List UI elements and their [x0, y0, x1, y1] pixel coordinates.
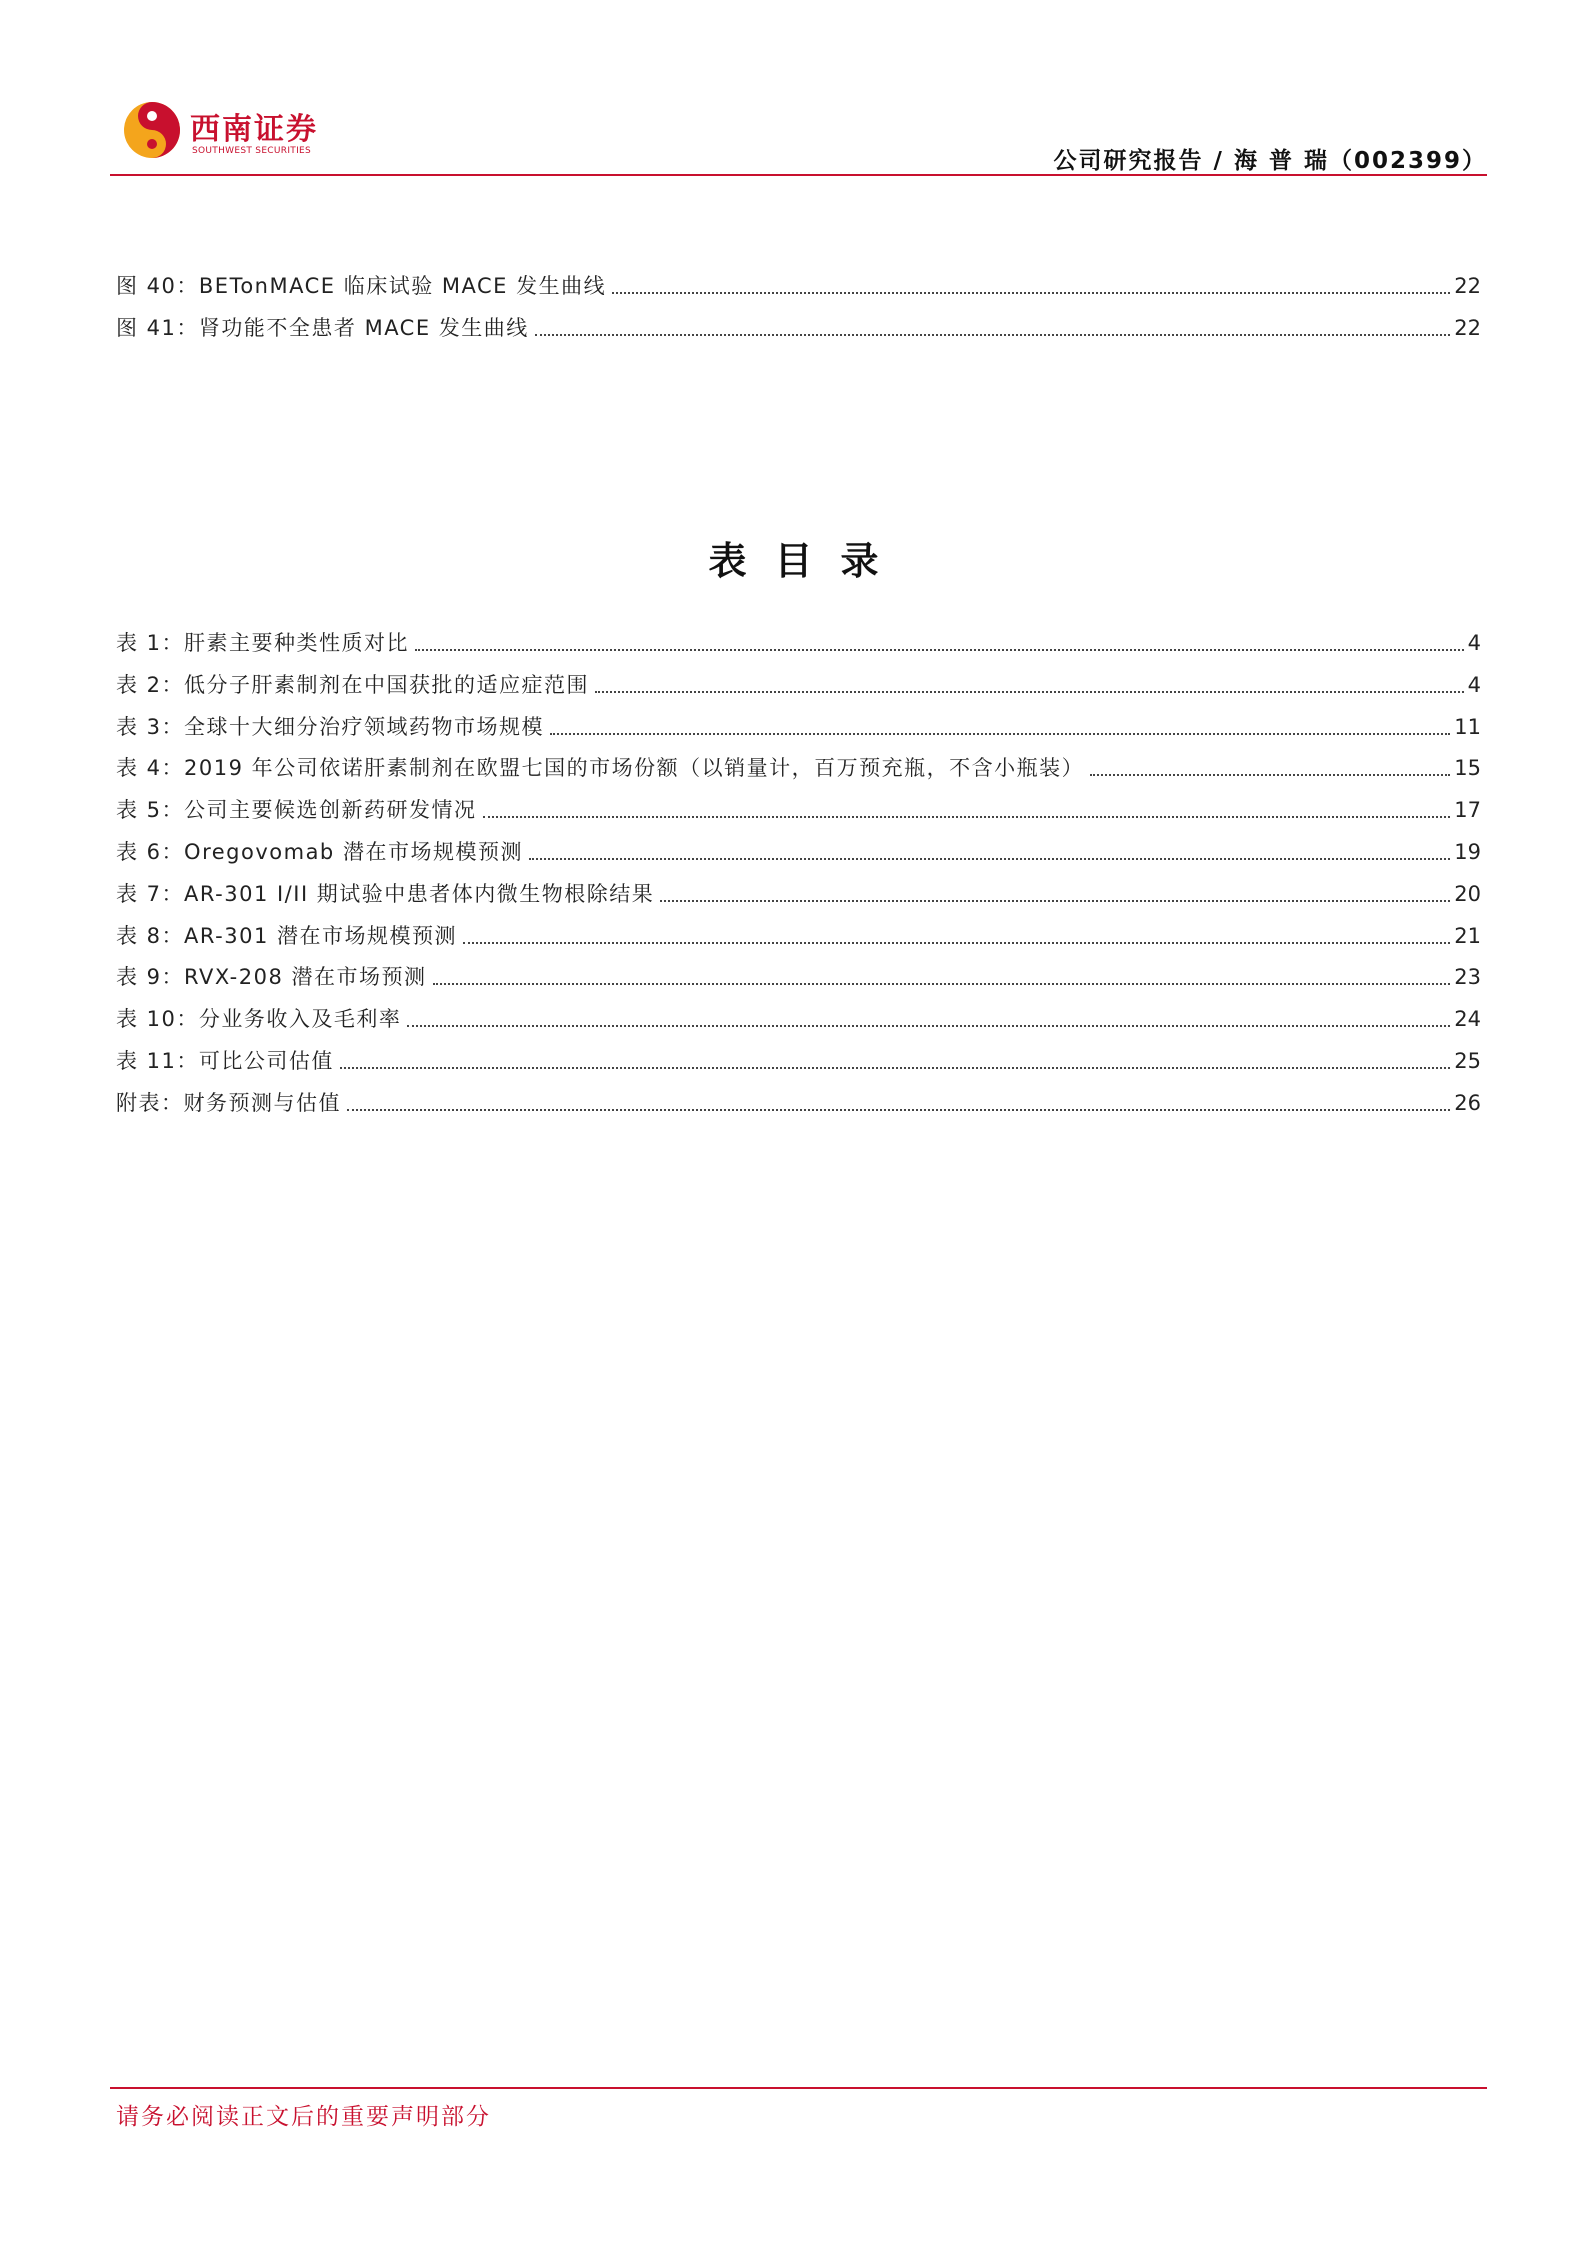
dot-leader [595, 691, 1464, 693]
toc-entry-label: 图 40：BETonMACE 临床试验 MACE 发生曲线 [116, 274, 607, 298]
dot-leader [347, 1109, 1450, 1111]
report-tag: 公司研究报告 / 海 普 瑞（002399） [1053, 148, 1487, 174]
dot-leader [433, 983, 1451, 985]
toc-entry-label: 表 4：2019 年公司依诺肝素制剂在欧盟七国的市场份额（以销量计，百万预充瓶，不含小瓶装） [116, 756, 1085, 781]
toc-entry[interactable] [116, 1045, 1481, 1077]
toc-entry[interactable] [116, 1003, 1481, 1035]
toc-entry[interactable] [116, 312, 1481, 344]
toc-entry[interactable] [116, 669, 1481, 701]
toc-entry-page: 20 [1454, 881, 1481, 906]
toc-entry-label: 表 6：Oregovomab 潜在市场规模预测 [116, 840, 523, 864]
toc-entry[interactable] [116, 920, 1481, 952]
toc-entry-label: 表 2：低分子肝素制剂在中国获批的适应症范围 [116, 672, 590, 697]
footer-disclaimer: 请务必阅读正文后的重要声明部分 [116, 2104, 491, 2130]
toc-entry-label: 表 1：肝素主要种类性质对比 [116, 631, 410, 655]
toc-entry-label: 表 3：全球十大细分治疗领域药物市场规模 [116, 714, 545, 739]
toc-entry-label: 表 7：AR-301 I/II 期试验中患者体内微生物根除结果 [116, 881, 655, 906]
toc-entry[interactable] [116, 878, 1481, 910]
dot-leader [535, 334, 1450, 336]
toc-entry[interactable] [116, 270, 1481, 302]
header-divider [110, 174, 1487, 176]
toc-entry-page: 22 [1454, 274, 1481, 298]
dot-leader [529, 858, 1450, 860]
dot-leader [340, 1067, 1450, 1069]
dot-leader [407, 1025, 1450, 1027]
toc-entry[interactable] [116, 752, 1481, 784]
toc-entry[interactable] [116, 627, 1481, 659]
toc-entry[interactable] [116, 836, 1481, 868]
toc-entry-label: 表 11：可比公司估值 [116, 1049, 334, 1073]
toc-entry-label: 表 9：RVX-208 潜在市场预测 [116, 965, 427, 990]
toc-entry-page: 4 [1467, 631, 1481, 655]
toc-entry[interactable] [116, 711, 1481, 743]
toc-entry-page: 25 [1454, 1049, 1481, 1073]
toc-entry-page: 17 [1454, 798, 1481, 823]
tables-toc-title: 表目录 [708, 538, 907, 583]
toc-entry-page: 19 [1454, 840, 1481, 864]
toc-entry-page: 26 [1454, 1090, 1481, 1115]
toc-entry-label: 附表：财务预测与估值 [116, 1090, 341, 1115]
toc-entry-label: 表 8：AR-301 潜在市场规模预测 [116, 923, 457, 948]
toc-entry-page: 21 [1454, 923, 1481, 948]
dot-leader [550, 733, 1450, 735]
toc-entry-label: 表 5：公司主要候选创新药研发情况 [116, 798, 477, 823]
toc-entry-label: 表 10：分业务收入及毛利率 [116, 1007, 402, 1032]
toc-entry-page: 15 [1454, 756, 1481, 781]
toc-entry[interactable] [116, 1087, 1481, 1119]
toc-entry-page: 4 [1467, 672, 1481, 697]
dot-leader [463, 942, 1450, 944]
toc-entry-page: 11 [1454, 714, 1481, 739]
toc-entry-label: 图 41：肾功能不全患者 MACE 发生曲线 [116, 316, 529, 340]
dot-leader [483, 816, 1451, 818]
logo-chinese-text: 西南证券 [190, 112, 318, 147]
dot-leader [660, 900, 1450, 902]
dot-leader [1090, 774, 1450, 776]
toc-entry-page: 22 [1454, 316, 1481, 340]
toc-entry-page: 24 [1454, 1007, 1481, 1032]
toc-entry-page: 23 [1454, 965, 1481, 990]
logo-english-text: SOUTHWEST SECURITIES [192, 146, 312, 156]
dot-leader [612, 292, 1450, 294]
dot-leader [415, 649, 1464, 651]
page-header [110, 96, 1487, 176]
logo-mark-icon [122, 100, 182, 160]
toc-entry[interactable] [116, 794, 1481, 826]
toc-entry[interactable] [116, 961, 1481, 993]
footer-divider [110, 2087, 1487, 2089]
company-logo [122, 96, 342, 166]
